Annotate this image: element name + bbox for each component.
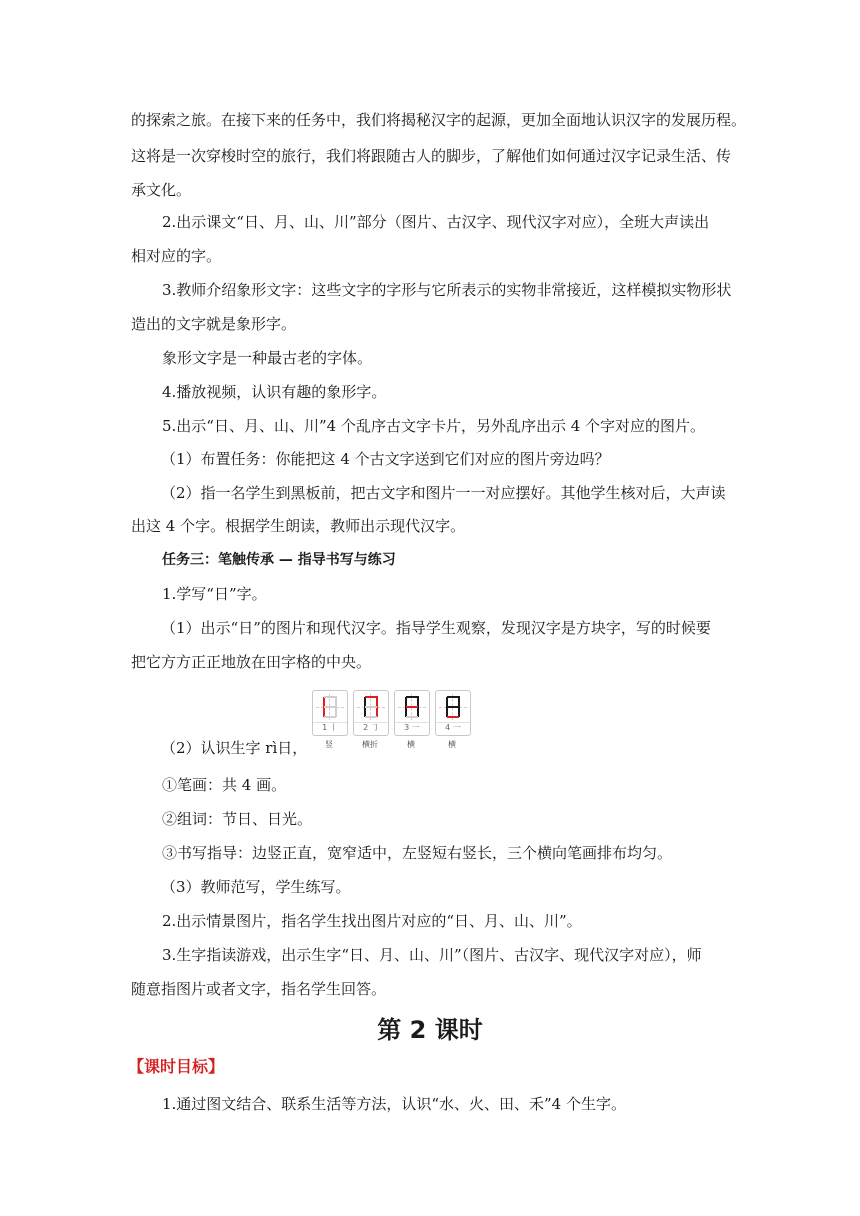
stroke-number: 1 丨	[313, 722, 347, 733]
stroke-card	[394, 690, 430, 736]
paragraph-line: 承文化。	[131, 181, 192, 199]
paragraph-line: ③书写指导：边竖正直，宽窄适中，左竖短右竖长，三个横向笔画排布均匀。	[162, 844, 673, 862]
stroke-name-label: 竖	[325, 740, 333, 749]
lesson-title: 第 2 课时	[377, 1016, 483, 1044]
paragraph-line: 3.教师介绍象形文字：这些文字的字形与它所表示的实物非常接近，这样模拟实物形状	[162, 281, 732, 299]
paragraph-line: 4.播放视频，认识有趣的象形字。	[162, 383, 387, 401]
stroke-card	[312, 690, 348, 736]
stroke-card	[353, 690, 389, 736]
stroke-name-label: 横	[407, 740, 415, 749]
stroke-order-figure	[312, 690, 472, 754]
stroke-glyph	[436, 691, 470, 723]
section-heading: 任务三：笔触传承 — 指导书写与练习	[162, 552, 396, 568]
stroke-name-label: 横	[448, 740, 456, 749]
paragraph-line: ①笔画：共 4 画。	[162, 776, 287, 794]
stroke-name-label: 横折	[362, 740, 378, 749]
paragraph-line: 随意指图片或者文字，指名学生回答。	[131, 980, 387, 998]
paragraph-line: 相对应的字。	[131, 247, 222, 265]
paragraph-line: 象形文字是一种最古老的字体。	[162, 349, 373, 367]
stroke-glyph	[313, 691, 347, 723]
stroke-glyph	[354, 691, 388, 723]
stroke-number: 2 ㇆	[354, 722, 388, 733]
paragraph-line: （1）出示“日”的图片和现代汉字。指导学生观察，发现汉字是方块字，写的时候要	[161, 619, 711, 637]
paragraph-line: 把它方方正正地放在田字格的中央。	[131, 653, 372, 671]
paragraph-line: （2）指一名学生到黑板前，把古文字和图片一一对应摆好。其他学生核对后，大声读	[161, 484, 726, 502]
paragraph-line: （1）布置任务：你能把这 4 个古文字送到它们对应的图片旁边吗？	[161, 450, 610, 468]
paragraph-line: 3.生字指读游戏，出示生字“日、月、山、川”（图片、古汉字、现代汉字对应），师	[162, 946, 702, 964]
paragraph-line: 的探索之旅。在接下来的任务中，我们将揭秘汉字的起源，更加全面地认识汉字的发展历程。	[131, 111, 747, 129]
paragraph-line: 2.出示课文“日、月、山、川”部分（图片、古汉字、现代汉字对应），全班大声读出	[162, 213, 710, 231]
objective-heading: 【课时目标】	[128, 1057, 225, 1076]
paragraph-line: ②组词：节日、日光。	[162, 810, 313, 828]
stroke-glyph	[395, 691, 429, 723]
paragraph-line: 2.出示情景图片，指名学生找出图片对应的“日、月、山、川”。	[162, 912, 582, 930]
paragraph-line: 1.通过图文结合、联系生活等方法，认识“水、火、田、禾”4 个生字。	[162, 1095, 626, 1113]
stroke-card	[435, 690, 471, 736]
paragraph-line: 造出的文字就是象形字。	[131, 315, 297, 333]
paragraph-line: （3）教师范写，学生练写。	[161, 878, 351, 896]
paragraph-line: 这将是一次穿梭时空的旅行，我们将跟随古人的脚步，了解他们如何通过汉字记录生活、传	[131, 147, 732, 165]
paragraph-line: （2）认识生字 rì日，	[161, 739, 308, 757]
stroke-number: 3 一	[395, 722, 429, 733]
paragraph-line: 1.学写“日”字。	[162, 585, 267, 603]
stroke-number: 4 一	[436, 722, 470, 733]
paragraph-line: 5.出示“日、月、山、川”4 个乱序古文字卡片，另外乱序出示 4 个字对应的图片。	[162, 417, 706, 435]
paragraph-line: 出这 4 个字。根据学生朗读，教师出示现代汉字。	[131, 517, 466, 535]
